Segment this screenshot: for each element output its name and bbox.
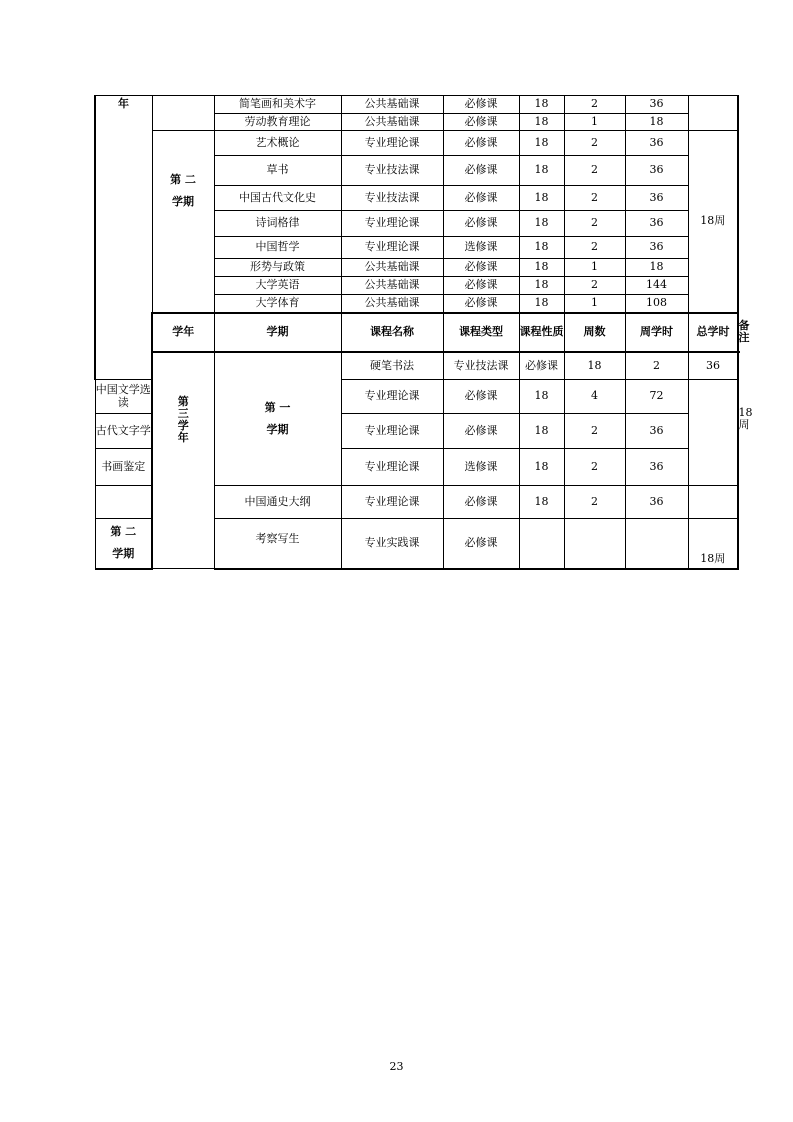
year-char: 年 <box>177 431 189 445</box>
weeks: 18 <box>519 96 564 114</box>
semester-line: 学期 <box>172 195 194 209</box>
total-hours: 36 <box>625 414 688 449</box>
course-type: 专业理论课 <box>341 380 443 414</box>
course-nature: 必修课 <box>443 96 519 114</box>
semester-cell <box>152 131 214 313</box>
weekly-hours: 1 <box>564 295 625 313</box>
course-type: 专业技法课 <box>341 156 443 186</box>
weeks: 18 <box>519 186 564 211</box>
weekly-hours: 2 <box>564 186 625 211</box>
weekly-hours: 4 <box>564 380 625 414</box>
total-hours: 36 <box>625 211 688 237</box>
weekly-hours: 2 <box>564 131 625 156</box>
weeks: 18 <box>519 449 564 486</box>
course-nature: 必修课 <box>443 380 519 414</box>
table-row: 第 三 学 年 第 一 学期 硬笔书法 专业技法课 必修课 18 2 36 18周 <box>95 352 738 380</box>
year-char: 第 <box>177 395 189 409</box>
weekly-hours: 2 <box>564 277 625 295</box>
course-name: 诗词格律 <box>214 211 341 237</box>
semester-cell-empty <box>95 486 152 519</box>
weeks: 18 <box>519 131 564 156</box>
course-nature: 必修课 <box>443 259 519 277</box>
course-nature: 必修课 <box>443 156 519 186</box>
course-type: 专业技法课 <box>341 186 443 211</box>
course-name: 书画鉴定 <box>95 449 152 486</box>
header-year: 学年 <box>152 313 214 352</box>
course-type: 公共基础课 <box>341 277 443 295</box>
course-nature: 必修课 <box>443 131 519 156</box>
total-hours: 36 <box>625 237 688 259</box>
remarks-cell <box>688 96 738 131</box>
total-hours: 36 <box>688 352 738 380</box>
header-weekly-hours: 周学时 <box>625 313 688 352</box>
weeks: 18 <box>519 380 564 414</box>
course-type: 专业理论课 <box>341 131 443 156</box>
semester-cell-empty <box>152 96 214 131</box>
course-nature: 必修课 <box>443 486 519 519</box>
weekly-hours: 2 <box>564 237 625 259</box>
header-course-name: 课程名称 <box>341 313 443 352</box>
course-nature: 必修课 <box>443 211 519 237</box>
weeks: 18 <box>564 352 625 380</box>
weekly-hours: 2 <box>564 211 625 237</box>
total-hours: 36 <box>625 96 688 114</box>
total-hours: 36 <box>625 486 688 519</box>
weekly-hours: 2 <box>564 96 625 114</box>
table-row <box>95 131 738 156</box>
course-name: 中国通史大纲 <box>214 486 341 519</box>
course-type: 专业理论课 <box>341 211 443 237</box>
table-header-row: 学年 学期 课程名称 课程类型 课程性质 周数 周学时 总学时 备注 <box>95 313 738 352</box>
course-name: 艺术概论 <box>214 131 341 156</box>
semester-cell <box>214 352 341 486</box>
course-type: 专业理论课 <box>341 237 443 259</box>
header-course-nature: 课程性质 <box>519 313 564 352</box>
weeks <box>519 519 564 569</box>
course-type: 专业技法课 <box>443 352 519 380</box>
weeks: 18 <box>519 237 564 259</box>
total-hours: 36 <box>625 131 688 156</box>
course-nature: 选修课 <box>443 237 519 259</box>
weeks: 18 <box>519 259 564 277</box>
course-name: 古代文字学 <box>95 414 152 449</box>
weekly-hours: 2 <box>625 352 688 380</box>
semester-line: 第 一 <box>264 400 291 414</box>
header-total-hours: 总学时 <box>688 313 738 352</box>
course-nature: 必修课 <box>443 114 519 131</box>
course-type: 专业实践课 <box>341 519 443 569</box>
semester-cell <box>95 519 152 569</box>
course-name: 大学英语 <box>214 277 341 295</box>
course-nature: 必修课 <box>443 519 519 569</box>
course-name: 劳动教育理论 <box>214 114 341 131</box>
header-semester: 学期 <box>214 313 341 352</box>
weeks: 18 <box>519 295 564 313</box>
remarks-cell: 18周 <box>688 131 738 313</box>
total-hours: 108 <box>625 295 688 313</box>
weekly-hours <box>564 519 625 569</box>
total-hours: 18 <box>625 114 688 131</box>
total-hours: 72 <box>625 380 688 414</box>
table-row <box>95 96 738 114</box>
weeks: 18 <box>519 211 564 237</box>
weeks: 18 <box>519 114 564 131</box>
weekly-hours: 2 <box>564 486 625 519</box>
course-nature: 必修课 <box>443 277 519 295</box>
total-hours: 36 <box>625 449 688 486</box>
course-type: 公共基础课 <box>341 114 443 131</box>
year-cell: 年 <box>95 96 152 380</box>
course-name: 中国文学选读 <box>95 380 152 414</box>
weeks: 18 <box>519 486 564 519</box>
header-course-type: 课程类型 <box>443 313 519 352</box>
course-type: 专业理论课 <box>341 414 443 449</box>
semester-line: 学期 <box>112 547 135 561</box>
weeks: 18 <box>519 156 564 186</box>
total-hours: 36 <box>625 156 688 186</box>
course-nature: 必修课 <box>443 295 519 313</box>
course-name: 简笔画和美术字 <box>214 96 341 114</box>
curriculum-table <box>94 95 753 570</box>
course-name: 大学体育 <box>214 295 341 313</box>
course-name: 中国哲学 <box>214 237 341 259</box>
year-cell <box>152 352 214 569</box>
total-hours <box>625 519 688 569</box>
remarks-cell <box>688 486 738 519</box>
course-type: 公共基础课 <box>341 96 443 114</box>
weekly-hours: 1 <box>564 259 625 277</box>
semester-line: 学期 <box>266 422 289 436</box>
weeks: 18 <box>519 414 564 449</box>
course-type: 专业理论课 <box>341 486 443 519</box>
course-type: 专业理论课 <box>341 449 443 486</box>
total-hours: 18 <box>625 259 688 277</box>
course-nature: 必修课 <box>519 352 564 380</box>
course-name: 中国古代文化史 <box>214 186 341 211</box>
weeks: 18 <box>519 277 564 295</box>
weekly-hours: 2 <box>564 449 625 486</box>
header-weeks: 周数 <box>564 313 625 352</box>
total-hours: 36 <box>625 186 688 211</box>
course-name: 硬笔书法 <box>341 352 443 380</box>
year-char: 三 <box>177 407 189 421</box>
total-hours: 144 <box>625 277 688 295</box>
course-nature: 必修课 <box>443 186 519 211</box>
weekly-hours: 1 <box>564 114 625 131</box>
year-char: 学 <box>177 419 189 433</box>
page-number: 23 <box>389 1060 404 1073</box>
course-nature: 必修课 <box>443 414 519 449</box>
course-type: 公共基础课 <box>341 295 443 313</box>
course-nature: 选修课 <box>443 449 519 486</box>
course-name: 形势与政策 <box>214 259 341 277</box>
semester-line: 第 二 <box>110 525 137 539</box>
course-name: 考察写生 <box>214 519 341 569</box>
course-type: 公共基础课 <box>341 259 443 277</box>
weekly-hours: 2 <box>564 414 625 449</box>
course-name: 草书 <box>214 156 341 186</box>
semester-line: 第 二 <box>170 173 196 187</box>
remarks-cell: 18周 <box>688 519 738 569</box>
weekly-hours: 2 <box>564 156 625 186</box>
